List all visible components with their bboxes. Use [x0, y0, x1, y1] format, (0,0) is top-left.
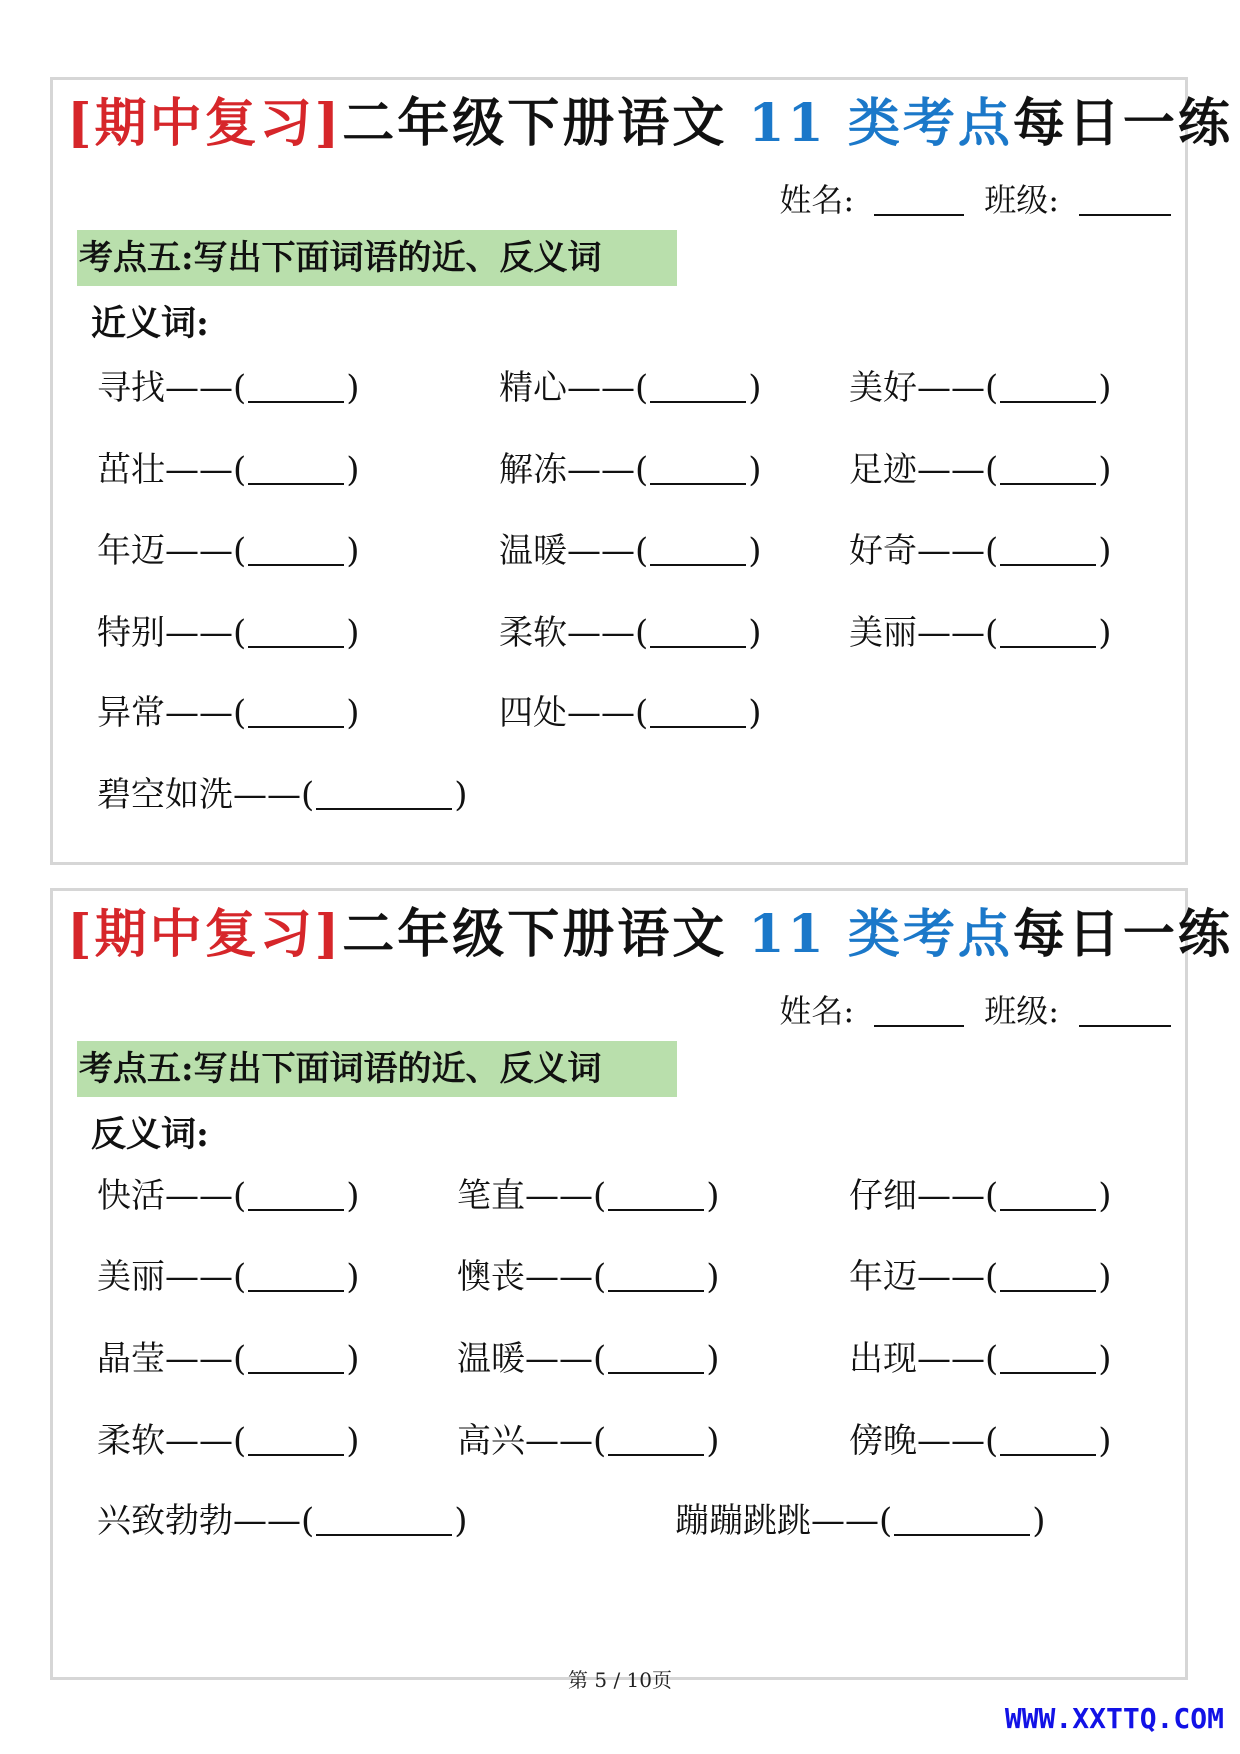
word: 柔软: [97, 1421, 165, 1461]
open-paren: (: [985, 368, 999, 408]
answer-blank[interactable]: [608, 1422, 704, 1456]
open-paren: (: [635, 450, 649, 490]
class-label: 班级:: [984, 992, 1059, 1030]
synonym-item: [849, 446, 1112, 494]
word: 温暖: [499, 531, 567, 571]
synonym-item: [97, 689, 360, 737]
synonym-item: [97, 364, 360, 412]
answer-blank[interactable]: [248, 369, 344, 403]
close-paren: ): [706, 1257, 720, 1297]
close-paren: ): [346, 531, 360, 571]
answer-blank[interactable]: [248, 451, 344, 485]
open-paren: (: [879, 1501, 893, 1541]
word: 笔直: [457, 1176, 525, 1216]
antonym-item: [97, 1253, 360, 1301]
dash: ——: [567, 613, 635, 653]
close-paren: ): [1098, 450, 1112, 490]
antonym-item: [849, 1417, 1112, 1465]
title-blue: 类考点: [847, 904, 1013, 965]
close-paren: ): [1098, 1421, 1112, 1461]
answer-blank[interactable]: [1000, 1422, 1096, 1456]
antonym-item: [97, 1172, 360, 1220]
dash: ——: [917, 450, 985, 490]
answer-blank[interactable]: [894, 1502, 1030, 1536]
dash: ——: [567, 450, 635, 490]
worksheet-title: [67, 904, 1233, 965]
dash: ——: [567, 531, 635, 571]
open-paren: (: [635, 693, 649, 733]
title-main: 二年级下册语文: [342, 904, 728, 965]
dash: ——: [917, 1421, 985, 1461]
name-class-row: [779, 180, 1171, 219]
word: 特别: [97, 613, 165, 653]
dash: ——: [233, 775, 301, 815]
synonym-item: [97, 771, 468, 819]
class-label: 班级:: [984, 181, 1059, 219]
antonym-item: [457, 1335, 720, 1383]
word: 美丽: [849, 613, 917, 653]
dash: ——: [165, 1257, 233, 1297]
worksheet-card-antonyms: [50, 888, 1233, 1680]
close-paren: ): [454, 1501, 468, 1541]
dash: ——: [917, 368, 985, 408]
class-field[interactable]: [1079, 180, 1171, 216]
word: 懊丧: [457, 1257, 525, 1297]
close-paren: ): [454, 775, 468, 815]
close-paren: ): [346, 693, 360, 733]
dash: ——: [917, 1339, 985, 1379]
answer-blank[interactable]: [316, 1502, 452, 1536]
close-paren: ): [706, 1339, 720, 1379]
answer-blank[interactable]: [650, 369, 746, 403]
dash: ——: [165, 693, 233, 733]
answer-blank[interactable]: [248, 1177, 344, 1211]
name-label: 姓名:: [779, 181, 855, 219]
answer-blank[interactable]: [1000, 1258, 1096, 1292]
open-paren: (: [593, 1257, 607, 1297]
close-paren: ): [748, 368, 762, 408]
open-paren: (: [985, 450, 999, 490]
dash: ——: [525, 1421, 593, 1461]
open-paren: (: [233, 368, 247, 408]
word: 蹦蹦跳跳: [675, 1501, 811, 1541]
close-paren: ): [346, 1339, 360, 1379]
close-paren: ): [346, 1176, 360, 1216]
word: 柔软: [499, 613, 567, 653]
close-paren: ): [706, 1421, 720, 1461]
title-main: 二年级下册语文: [342, 93, 728, 154]
open-paren: (: [635, 368, 649, 408]
dash: ——: [917, 531, 985, 571]
open-paren: (: [233, 1421, 247, 1461]
close-paren: ): [1098, 1257, 1112, 1297]
close-paren: ): [748, 531, 762, 571]
antonym-item: [849, 1253, 1112, 1301]
title-number: 11: [748, 93, 827, 154]
answer-blank[interactable]: [608, 1340, 704, 1374]
answer-blank[interactable]: [1000, 532, 1096, 566]
answer-blank[interactable]: [316, 776, 452, 810]
answer-blank[interactable]: [650, 532, 746, 566]
close-paren: ): [1098, 1339, 1112, 1379]
answer-blank[interactable]: [1000, 451, 1096, 485]
antonym-item: [97, 1335, 360, 1383]
open-paren: (: [233, 693, 247, 733]
antonym-item: [849, 1172, 1112, 1220]
antonym-item: [675, 1497, 1046, 1545]
answer-blank[interactable]: [1000, 614, 1096, 648]
word: 兴致勃勃: [97, 1501, 233, 1541]
synonym-item: [849, 527, 1112, 575]
word: 高兴: [457, 1421, 525, 1461]
antonym-item: [457, 1417, 720, 1465]
dash: ——: [525, 1176, 593, 1216]
close-paren: ): [1098, 368, 1112, 408]
dash: ——: [165, 613, 233, 653]
answer-blank[interactable]: [248, 1422, 344, 1456]
answer-blank[interactable]: [650, 451, 746, 485]
class-field[interactable]: [1079, 991, 1171, 1027]
dash: ——: [567, 368, 635, 408]
title-bracket: [期中复习]: [67, 93, 343, 154]
word: 美丽: [97, 1257, 165, 1297]
close-paren: ): [346, 613, 360, 653]
title-blue: 类考点: [847, 93, 1013, 154]
open-paren: (: [233, 1176, 247, 1216]
answer-blank[interactable]: [608, 1177, 704, 1211]
topic-banner: 考点五:写出下面词语的近、反义词: [77, 230, 677, 286]
word: 解冻: [499, 450, 567, 490]
answer-blank[interactable]: [650, 614, 746, 648]
open-paren: (: [233, 1257, 247, 1297]
synonym-item: [97, 609, 360, 657]
open-paren: (: [233, 1339, 247, 1379]
topic-banner: 考点五:写出下面词语的近、反义词: [77, 1041, 677, 1097]
word: 出现: [849, 1339, 917, 1379]
synonym-item: [499, 527, 762, 575]
synonym-item: [499, 689, 762, 737]
name-field[interactable]: [874, 180, 964, 216]
synonym-item: [97, 446, 360, 494]
synonym-item: [499, 609, 762, 657]
open-paren: (: [301, 1501, 315, 1541]
open-paren: (: [301, 775, 315, 815]
open-paren: (: [593, 1421, 607, 1461]
close-paren: ): [1098, 613, 1112, 653]
antonym-item: [849, 1335, 1112, 1383]
open-paren: (: [985, 1176, 999, 1216]
dash: ——: [233, 1501, 301, 1541]
word: 寻找: [97, 368, 165, 408]
antonym-item: [457, 1253, 720, 1301]
answer-blank[interactable]: [248, 1258, 344, 1292]
open-paren: (: [593, 1339, 607, 1379]
dash: ——: [165, 450, 233, 490]
answer-blank[interactable]: [1000, 369, 1096, 403]
name-field[interactable]: [874, 991, 964, 1027]
dash: ——: [165, 1339, 233, 1379]
open-paren: (: [985, 531, 999, 571]
answer-blank[interactable]: [248, 532, 344, 566]
antonym-item: [457, 1172, 720, 1220]
title-end: 每日一练: [1012, 904, 1233, 965]
answer-blank[interactable]: [248, 614, 344, 648]
answer-blank[interactable]: [608, 1258, 704, 1292]
dash: ——: [165, 368, 233, 408]
title-number: 11: [748, 904, 827, 965]
dash: ——: [165, 531, 233, 571]
close-paren: ): [748, 613, 762, 653]
antonym-heading: 反义词:: [91, 1114, 209, 1155]
synonym-item: [499, 446, 762, 494]
word: 碧空如洗: [97, 775, 233, 815]
dash: ——: [165, 1421, 233, 1461]
close-paren: ): [346, 450, 360, 490]
answer-blank[interactable]: [1000, 1177, 1096, 1211]
open-paren: (: [593, 1176, 607, 1216]
close-paren: ): [346, 1257, 360, 1297]
worksheet-title: [67, 93, 1233, 154]
synonym-item: [97, 527, 360, 575]
close-paren: ): [1098, 531, 1112, 571]
close-paren: ): [1032, 1501, 1046, 1541]
word: 快活: [97, 1176, 165, 1216]
open-paren: (: [985, 613, 999, 653]
name-class-row: [779, 991, 1171, 1030]
title-end: 每日一练: [1012, 93, 1233, 154]
word: 傍晚: [849, 1421, 917, 1461]
answer-blank[interactable]: [248, 694, 344, 728]
open-paren: (: [635, 531, 649, 571]
word: 温暖: [457, 1339, 525, 1379]
close-paren: ): [346, 1421, 360, 1461]
open-paren: (: [635, 613, 649, 653]
word: 年迈: [97, 531, 165, 571]
dash: ——: [811, 1501, 879, 1541]
open-paren: (: [985, 1421, 999, 1461]
open-paren: (: [233, 450, 247, 490]
open-paren: (: [233, 613, 247, 653]
close-paren: ): [346, 368, 360, 408]
close-paren: ): [1098, 1176, 1112, 1216]
word: 精心: [499, 368, 567, 408]
word: 足迹: [849, 450, 917, 490]
antonym-item: [97, 1417, 360, 1465]
dash: ——: [525, 1339, 593, 1379]
word: 美好: [849, 368, 917, 408]
word: 茁壮: [97, 450, 165, 490]
close-paren: ): [748, 693, 762, 733]
title-bracket: [期中复习]: [67, 904, 343, 965]
site-watermark[interactable]: WWW.XXTTQ.COM: [1004, 1702, 1224, 1735]
dash: ——: [165, 1176, 233, 1216]
page-number: 第 5 / 10页: [568, 1668, 672, 1692]
antonym-item: [97, 1497, 468, 1545]
word: 好奇: [849, 531, 917, 571]
synonym-item: [499, 364, 762, 412]
word: 四处: [499, 693, 567, 733]
word: 晶莹: [97, 1339, 165, 1379]
dash: ——: [525, 1257, 593, 1297]
word: 仔细: [849, 1176, 917, 1216]
dash: ——: [917, 1257, 985, 1297]
synonym-item: [849, 364, 1112, 412]
dash: ——: [917, 613, 985, 653]
synonym-heading: 近义词:: [91, 303, 209, 344]
name-label: 姓名:: [779, 992, 855, 1030]
synonym-item: [849, 609, 1112, 657]
open-paren: (: [985, 1339, 999, 1379]
word: 异常: [97, 693, 165, 733]
close-paren: ): [706, 1176, 720, 1216]
dash: ——: [917, 1176, 985, 1216]
open-paren: (: [233, 531, 247, 571]
close-paren: ): [748, 450, 762, 490]
dash: ——: [567, 693, 635, 733]
open-paren: (: [985, 1257, 999, 1297]
answer-blank[interactable]: [248, 1340, 344, 1374]
worksheet-card-synonyms: [50, 77, 1233, 865]
answer-blank[interactable]: [1000, 1340, 1096, 1374]
answer-blank[interactable]: [650, 694, 746, 728]
word: 年迈: [849, 1257, 917, 1297]
